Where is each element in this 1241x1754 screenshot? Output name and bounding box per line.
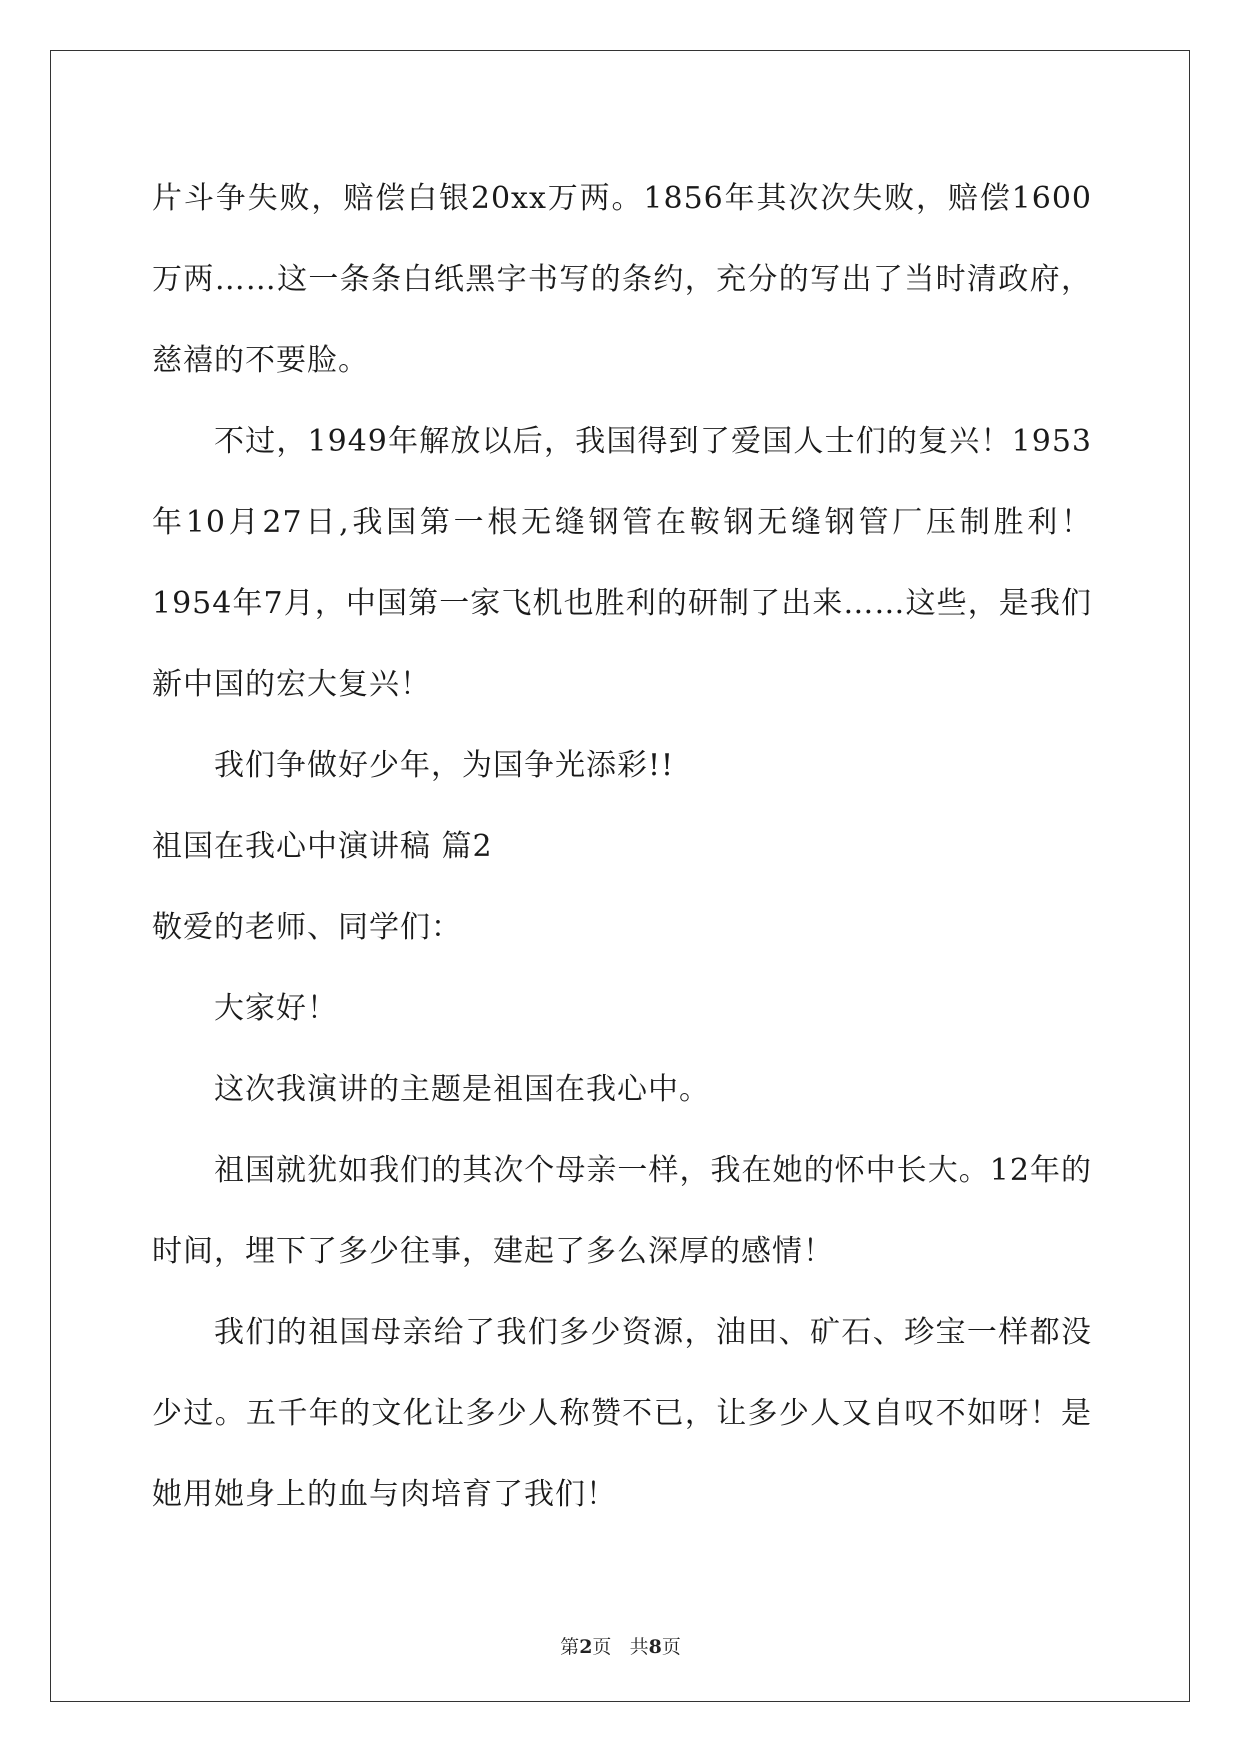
paragraph-8: 祖国就犹如我们的其次个母亲一样，我在她的怀中长大。12年的时间，埋下了多少往事，建起了多么深厚的感情！	[152, 1153, 1092, 1269]
page-suffix: 页	[592, 1636, 612, 1658]
page-footer	[0, 1632, 1241, 1659]
paragraph-2: 不过，1949年解放以后，我国得到了爱国人士们的复兴！1953年10月27日,我国第一根无缝钢管在鞍钢无缝钢管厂压制胜利！1954年7月，中国第一家飞机也胜利的研制了出来……这些，是我们新中国的宏大复兴！	[152, 424, 1092, 702]
section-heading: 祖国在我心中演讲稿 篇2	[152, 829, 493, 864]
paragraph-9: 我们的祖国母亲给了我们多少资源，油田、矿石、珍宝一样都没少过。五千年的文化让多少人称赞不已，让多少人又自叹不如呀！是她用她身上的血与肉培育了我们！	[152, 1315, 1092, 1512]
greeting: 大家好！	[214, 991, 338, 1026]
total-suffix: 页	[661, 1636, 681, 1658]
paragraph-7: 这次我演讲的主题是祖国在我心中。	[214, 1072, 710, 1107]
total-prefix: 共	[629, 1636, 649, 1658]
page-prefix: 第	[560, 1636, 580, 1658]
paragraph-1: 片斗争失败，赔偿白银20xx万两。1856年其次次失败，赔偿1600万两……这一条条白纸黑字书写的条约，充分的写出了当时清政府，慈禧的不要脸。	[152, 181, 1092, 378]
page-number: 2	[579, 1636, 593, 1658]
salutation: 敬爱的老师、同学们：	[152, 910, 462, 945]
paragraph-3: 我们争做好少年，为国争光添彩!!	[214, 748, 675, 783]
document-body	[152, 158, 1092, 1535]
total-pages: 8	[648, 1636, 662, 1658]
